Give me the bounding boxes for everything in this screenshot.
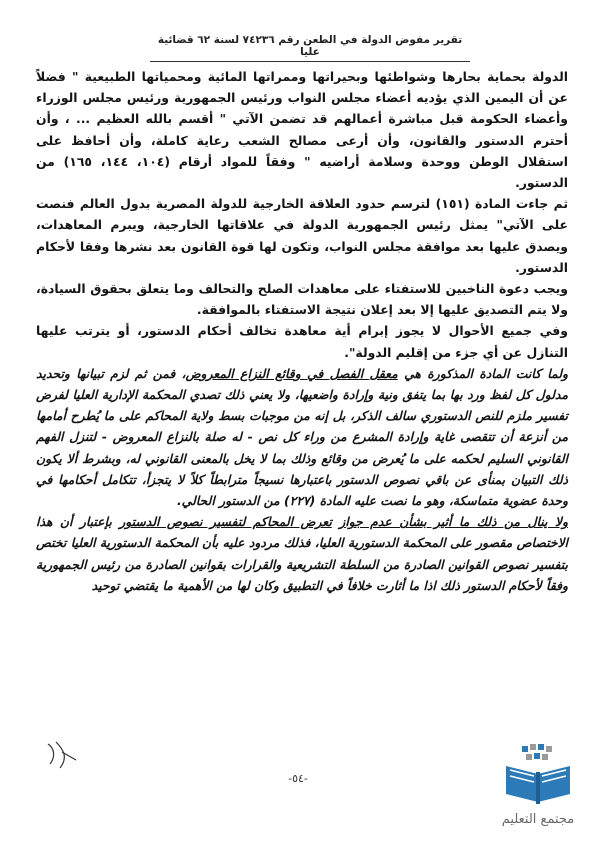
heading-underlined: تعرض المحاكم لتفسير نصوص الدستور [119, 514, 332, 530]
paragraph: ويجب دعوة الناخبين للاستفتاء على معاهدات الصلح والتحالف وما يتعلق بحقوق السيادة، ولا يتم التصديق عليها إلا بعد إعلان نتيجة الاستفتاء بالموافقة. [36, 281, 568, 318]
paragraph: وفي جميع الأحوال لا يجوز إبرام أية معاهدة تخالف أحكام الدستور، أو يترتب عليها التنازل عن أي جزء من إقليم الدولة". [36, 323, 568, 360]
section-heading [36, 511, 568, 596]
document-body [36, 66, 568, 596]
heading-tail: ، فمن ثم لزم [110, 365, 186, 381]
paragraph: ثم جاءت المادة (١٥١) لترسم حدود العلاقة الخارجية للدولة المصرية بدول العالم فنصت على الآتي" يمثل رئيس الجمهورية الدولة في علاقاتها الخارجية، ويبرم المعاهدات، ويصدق عليها بعد موافقة مجلس النواب، وتكون لها قوة القانون بعد نشرها وفقا لأحكام الدستور. [36, 196, 569, 275]
watermark-logo [486, 744, 590, 838]
heading-underlined: معقل الفصل في وقائع النزاع المعروض [185, 365, 398, 381]
heading-lead: ولما كانت المادة المذكورة هي [404, 365, 568, 381]
paragraph-continuation: تبيانها وتحديد مدلول كل لفظ ورد بها بما يتفق ونية وإرادة واضعيها، ولا يعني ذلك تصدي المحكمة الإدارية العليا لفرض تفسير ملزم للنص الدستوري سالف الذكر، بل إنه من موجبات بسط ولاية المحاكم على ما يُطرح أمامها من أنزعة أن تتقصى غاية وإرادة المشرع من وراء كل نص - له صلة بالنزاع المعروض - لتنزل الفهم القانوني السليم لحكمه على ما يُعرض من وقائع وذلك بما لا يخل بالمعنى القانوني له، وبشرط ألا يكون ذلك التبيان بمنأى عن باقي نصوص الدستور باعتبارها نسيجاً مترابطاً كلاً لا يتجزأ، تتكامل أحكامها في وحدة عضوية متماسكة، وهو ما نصت عليه المادة (٢٢٧) من الدستور الحالي. [36, 365, 568, 509]
paragraph: الدولة بحماية بحارها وشواطئها وبحيراتها وممراتها المائية ومحمياتها الطبيعية " فضلاً عن أن اليمين الذي يؤديه أعضاء مجلس النواب ورئيس الجمهورية ورئيس مجلس الوزراء وأعضاء الحكومة قبل مباشرة أعمالهم قد تضمن الآتي " أقسم بالله العظيم ... ، وأن أحترم الدستور والقانون، وأن أرعى مصالح الشعب رعاية كاملة، وأن أحافظ على استقلال الوطن ووحدة وسلامة أراضيه " وفقاً للمواد أرقام (١٠٤، ١٤٤، ١٦٥) من الدستور. [36, 69, 568, 191]
book-logo-icon [500, 744, 576, 806]
handwritten-mark-icon [42, 738, 82, 772]
page-number: -٥٤- [288, 772, 308, 785]
heading-lead: ولا ينال من ذلك ما أثير بشأن عدم جواز [339, 514, 568, 530]
paragraph-continuation: بإعتبار أن هذا الاختصاص مقصور على المحكمة الدستورية العليا، فذلك مردود عليه بأن المحكمة الدستورية العليا تختص بتفسير نصوص القوانين الصادرة من السلطة التشريعية والقرارات بقوانين الصادرة من رئيس الجمهورية وفقاً لأحكام الدستور ذلك اذا ما أثارت خلافاً في التطبيق وكان لها من الأهمية ما يقتضي توحيد [36, 514, 568, 593]
section-heading [36, 363, 568, 511]
page-header: تقرير مفوض الدولة في الطعن رقم ٧٤٢٣٦ لسنة ٦٢ قضائية عليا [150, 34, 470, 62]
watermark-label: مجتمع التعليم [501, 812, 575, 827]
